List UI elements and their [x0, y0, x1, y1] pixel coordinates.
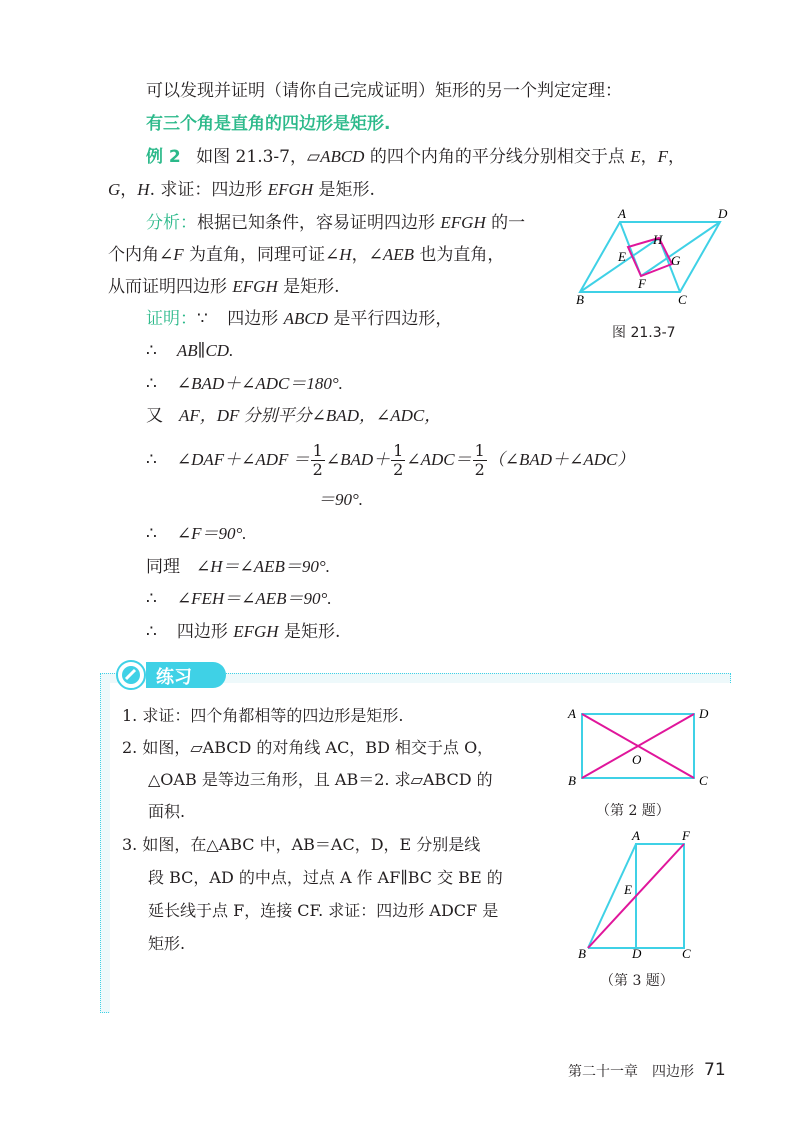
var-h: H: [137, 180, 150, 199]
therefore-symbol: ∴: [146, 524, 157, 544]
proof-math: ∠BAD＋: [325, 450, 391, 469]
frac-num: 1: [474, 441, 485, 460]
label-g: G: [671, 253, 681, 268]
label-f: F: [682, 830, 690, 843]
label-f: F: [638, 276, 646, 291]
page-number: 71: [704, 1060, 726, 1080]
figure-q2-caption: （第 2 题）: [596, 803, 670, 819]
example-line-2: [108, 178, 375, 202]
label-e: E: [624, 882, 632, 897]
figure-parallelogram: [574, 206, 744, 306]
analysis-text: 个内角∠: [108, 245, 174, 265]
var-g: G: [108, 180, 121, 199]
proof-text: 同理: [146, 557, 180, 577]
var-f: F: [173, 245, 184, 264]
var-efgh: EFGH: [233, 622, 279, 641]
label-c: C: [699, 773, 708, 788]
label-e: E: [618, 249, 626, 264]
therefore-symbol: ∴: [146, 622, 157, 642]
fraction-half: [311, 442, 325, 479]
var-h: H: [339, 245, 352, 264]
theorem-statement: 有三个角是直角的四边形是矩形.: [146, 114, 391, 134]
exercise-q1: 1. 求证：四个角都相等的四边形是矩形.: [122, 706, 404, 725]
footer-chapter: 第二十一章 四边形: [568, 1064, 694, 1080]
exercise-q2-line1: 2. 如图，▱ABCD 的对角线 AC，BD 相交于点 O，: [122, 738, 494, 757]
var-e: E: [630, 147, 641, 166]
proof-math: （∠BAD＋∠ADC）: [487, 450, 635, 469]
proof-line-1: [146, 307, 452, 331]
analysis-label: 分析：: [146, 213, 197, 233]
label-a: A: [618, 206, 626, 221]
label-b: B: [576, 292, 584, 306]
proof-math: ∠DAF＋∠ADF ＝: [176, 450, 310, 469]
proof-line-6: [318, 488, 363, 512]
therefore-symbol: ∴: [146, 450, 157, 470]
proof-line-10: [146, 620, 340, 644]
proof-line-9: [146, 587, 332, 611]
var-f: F: [657, 147, 669, 166]
bisector-df: [641, 222, 720, 276]
analysis-text: 的一: [485, 213, 526, 233]
analysis-line-1: [146, 211, 525, 235]
parallelogram-abcd: [580, 222, 720, 292]
bisector-bh: [580, 238, 659, 292]
figure-q3-triangle: [574, 830, 704, 962]
because-symbol: ∵: [197, 309, 208, 329]
proof-line-7: [146, 522, 247, 546]
pencil-icon: [116, 660, 146, 690]
exercise-header: [116, 660, 226, 690]
example-text: 是矩形.: [313, 180, 375, 200]
analysis-text: 根据已知条件，容易证明四边形: [197, 213, 441, 233]
label-b: B: [568, 773, 576, 788]
analysis-text: 也为直角，: [413, 245, 505, 265]
proof-text: 四边形: [227, 309, 284, 329]
proof-math: ∠H＝∠AEB＝90°.: [196, 557, 330, 576]
label-c: C: [678, 292, 687, 306]
proof-math: ＝90°.: [318, 490, 364, 509]
exercise-q3-line4: 矩形.: [148, 934, 186, 953]
example-ref: 如图 21.3-7，: [196, 147, 307, 167]
label-c: C: [682, 946, 691, 961]
label-h: H: [653, 232, 663, 247]
example-text: 的四个内角的平分线分别相交于点: [364, 147, 631, 167]
therefore-symbol: ∴: [146, 341, 157, 361]
proof-text: 是矩形.: [278, 622, 341, 642]
exercise-q3-line3: 延长线于点 F，连接 CF. 求证：四边形 ADCF 是: [148, 901, 499, 920]
proof-line-4: [146, 404, 441, 428]
fraction-half: [473, 442, 487, 479]
exercise-q3-line1: 3. 如图，在△ABC 中，AB＝AC，D，E 分别是线: [122, 835, 481, 854]
label-o: O: [632, 752, 642, 767]
label-a: A: [568, 706, 576, 721]
proof-math: ∠FEH＝∠AEB＝90°.: [176, 589, 332, 608]
proof-label: 证明：: [146, 309, 197, 329]
intro-line: 可以发现并证明（请你自己完成证明）矩形的另一个判定定理：: [146, 81, 622, 101]
analysis-text: 是矩形.: [277, 277, 340, 297]
analysis-text: 为直角，同理可证∠: [183, 245, 340, 265]
comma: ，: [120, 180, 138, 200]
example-text: . 求证：四边形: [149, 180, 268, 200]
var-abcd: ABCD: [283, 309, 329, 328]
exercise-title: 练习: [156, 667, 192, 688]
proof-text: 是平行四边形，: [328, 309, 453, 329]
var-abcd: ABCD: [320, 147, 365, 166]
label-d: D: [632, 946, 642, 961]
exercise-q2-line2: △OAB 是等边三角形，且 AB＝2. 求▱ABCD 的: [148, 770, 493, 789]
frac-den: 2: [312, 460, 323, 479]
analysis-text: ，∠: [351, 245, 383, 265]
analysis-text: 从而证明四边形: [108, 277, 233, 297]
figure-q2-rectangle: [564, 702, 714, 792]
exercise-q3-line2: 段 BC，AD 的中点，过点 A 作 AF∥BC 交 BE 的: [148, 868, 503, 887]
frac-num: 1: [393, 441, 404, 460]
proof-math: AF，DF 分别平分∠BAD，∠ADC，: [179, 406, 442, 425]
proof-line-5: [146, 440, 634, 480]
label-a: A: [632, 830, 640, 843]
rectangle-adcf: [636, 844, 684, 948]
figure-caption: 图 21.3-7: [612, 325, 676, 341]
label-d: D: [718, 206, 728, 221]
proof-math: ∠F＝90°.: [176, 524, 247, 543]
pencil-icon-glyph: [118, 662, 144, 688]
proof-line-2: [146, 339, 233, 363]
therefore-symbol: ∴: [146, 589, 157, 609]
therefore-symbol: ∴: [146, 374, 157, 394]
parallelogram-symbol: ▱: [306, 147, 321, 167]
proof-math: ∠BAD＋∠ADC＝180°.: [176, 374, 343, 393]
var-efgh: EFGH: [267, 180, 314, 199]
analysis-line-2: [108, 243, 504, 267]
proof-text: 四边形: [176, 622, 234, 642]
analysis-line-3: [108, 275, 340, 299]
proof-math: AB∥CD.: [176, 341, 234, 360]
fraction-half: [391, 442, 405, 479]
exercise-q2-line3: 面积.: [148, 802, 186, 821]
example-label: 例 2: [146, 147, 181, 167]
comma: ，: [640, 147, 658, 167]
proof-math: ∠ADC＝: [406, 450, 472, 469]
exercise-box-left-edge: [100, 673, 102, 1011]
var-efgh: EFGH: [232, 277, 278, 296]
frac-den: 2: [474, 460, 485, 479]
example-line-1: [146, 145, 685, 169]
proof-text: 又: [146, 406, 163, 426]
label-d: D: [699, 706, 709, 721]
comma: ，: [668, 147, 686, 167]
proof-line-8: [146, 555, 330, 579]
figure-q3-caption: （第 3 题）: [600, 973, 674, 989]
frac-den: 2: [393, 460, 404, 479]
var-aeb: AEB: [382, 245, 414, 264]
proof-line-3: [146, 372, 343, 396]
label-b: B: [578, 946, 586, 961]
frac-num: 1: [312, 441, 323, 460]
var-efgh: EFGH: [440, 213, 486, 232]
